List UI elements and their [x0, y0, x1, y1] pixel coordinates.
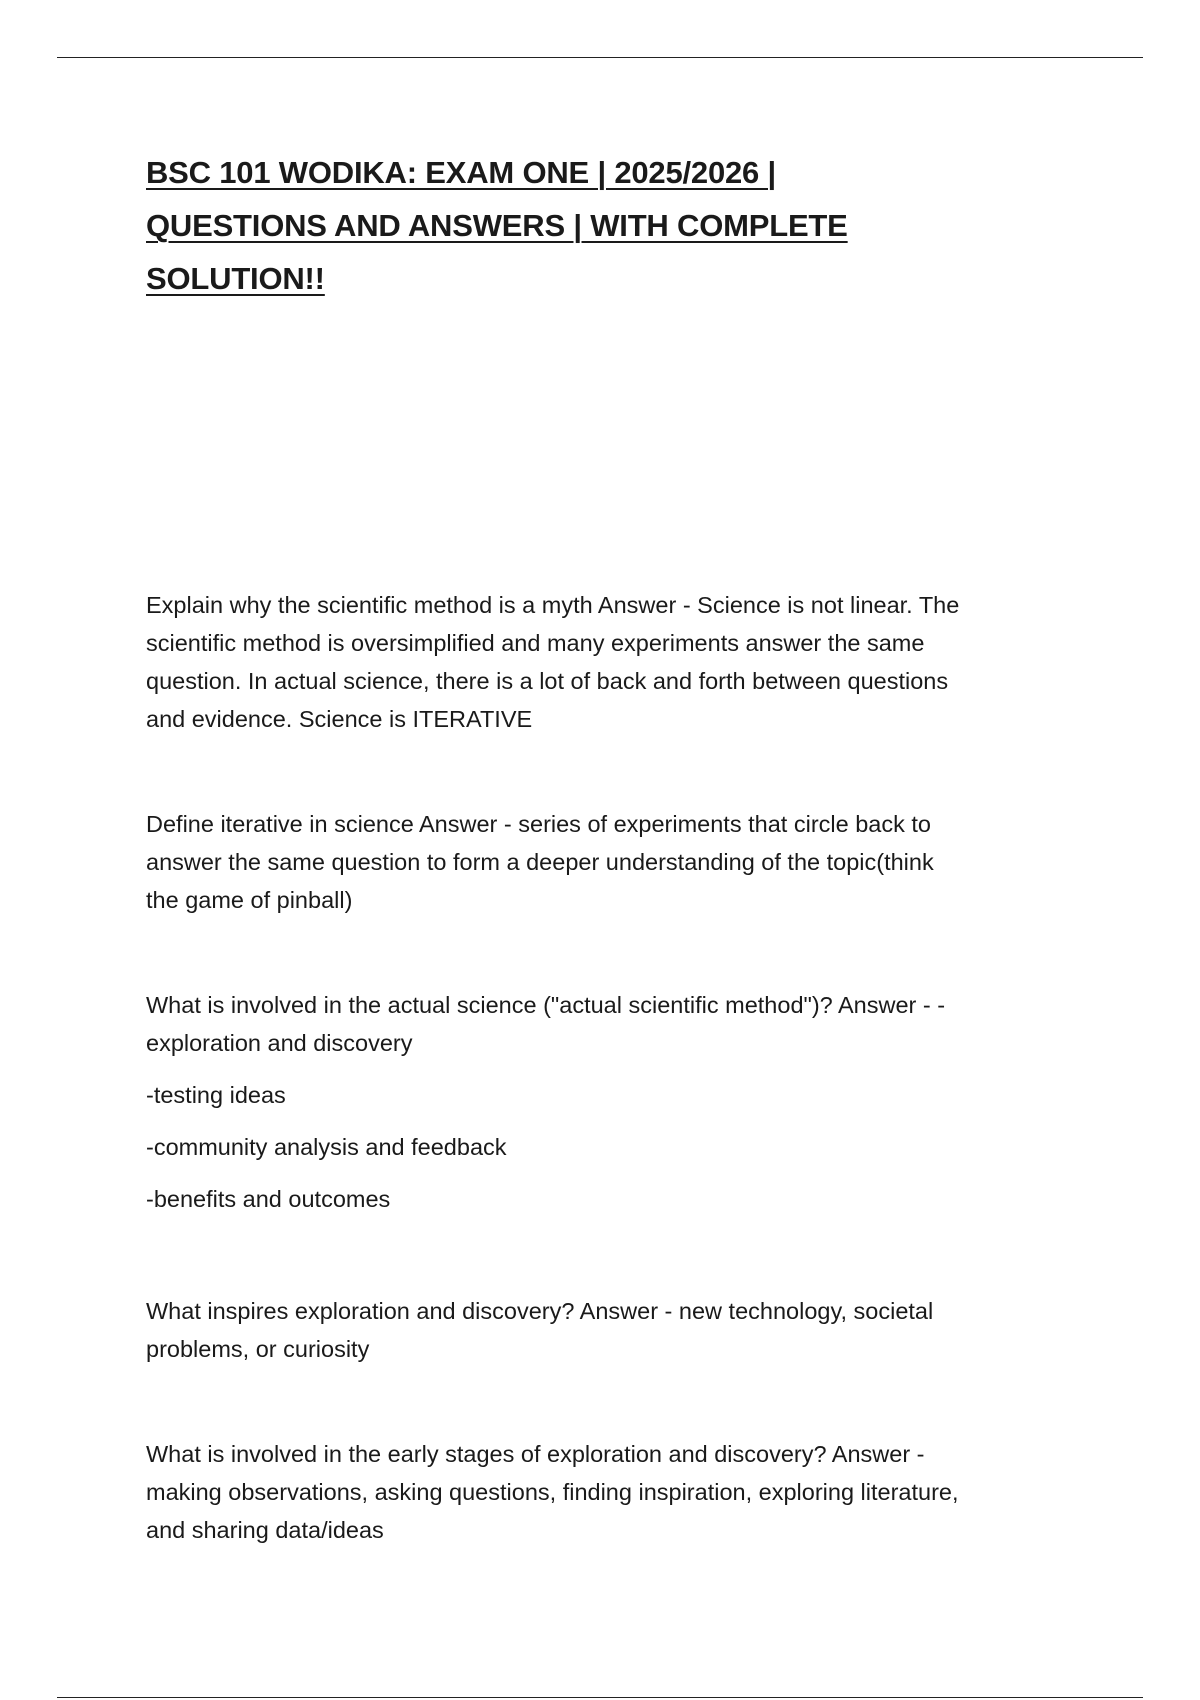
text-line: What is involved in the early stages of exploration and discovery? Answer -	[146, 1441, 925, 1467]
qa-inspiration	[146, 1292, 1066, 1368]
title-line: SOLUTION!!	[146, 261, 325, 296]
text-line: answer the same question to form a deeper understanding of the topic(think	[146, 849, 934, 875]
list-item: -testing ideas	[146, 1082, 286, 1108]
qa-actual-science	[146, 986, 1066, 1218]
text-line: What is involved in the actual science ("actual scientific method")? Answer - -	[146, 992, 946, 1018]
list-item: -community analysis and feedback	[146, 1134, 507, 1160]
text-line: problems, or curiosity	[146, 1336, 370, 1362]
text-line: the game of pinball)	[146, 887, 353, 913]
text-line: Define iterative in science Answer - series of experiments that circle back to	[146, 811, 931, 837]
title-line: QUESTIONS AND ANSWERS | WITH COMPLETE	[146, 208, 848, 243]
text-line: making observations, asking questions, finding inspiration, exploring literature,	[146, 1479, 959, 1505]
bottom-rule	[57, 1697, 1143, 1698]
text-line: scientific method is oversimplified and many experiments answer the same	[146, 630, 925, 656]
top-rule	[57, 57, 1143, 58]
qa-iterative-definition	[146, 805, 1066, 919]
qa-scientific-method-myth	[146, 586, 1066, 738]
list-item: -benefits and outcomes	[146, 1186, 391, 1212]
text-line: and sharing data/ideas	[146, 1517, 384, 1543]
text-line: question. In actual science, there is a lot of back and forth between questions	[146, 668, 949, 694]
text-line: exploration and discovery	[146, 1030, 413, 1056]
title-line: BSC 101 WODIKA: EXAM ONE | 2025/2026 |	[146, 155, 776, 190]
text-line: and evidence. Science is ITERATIVE	[146, 706, 533, 732]
qa-early-stages	[146, 1435, 1066, 1549]
text-line: Explain why the scientific method is a myth Answer - Science is not linear. The	[146, 592, 960, 618]
document-title	[146, 146, 1006, 305]
text-line: What inspires exploration and discovery? Answer - new technology, societal	[146, 1298, 934, 1324]
